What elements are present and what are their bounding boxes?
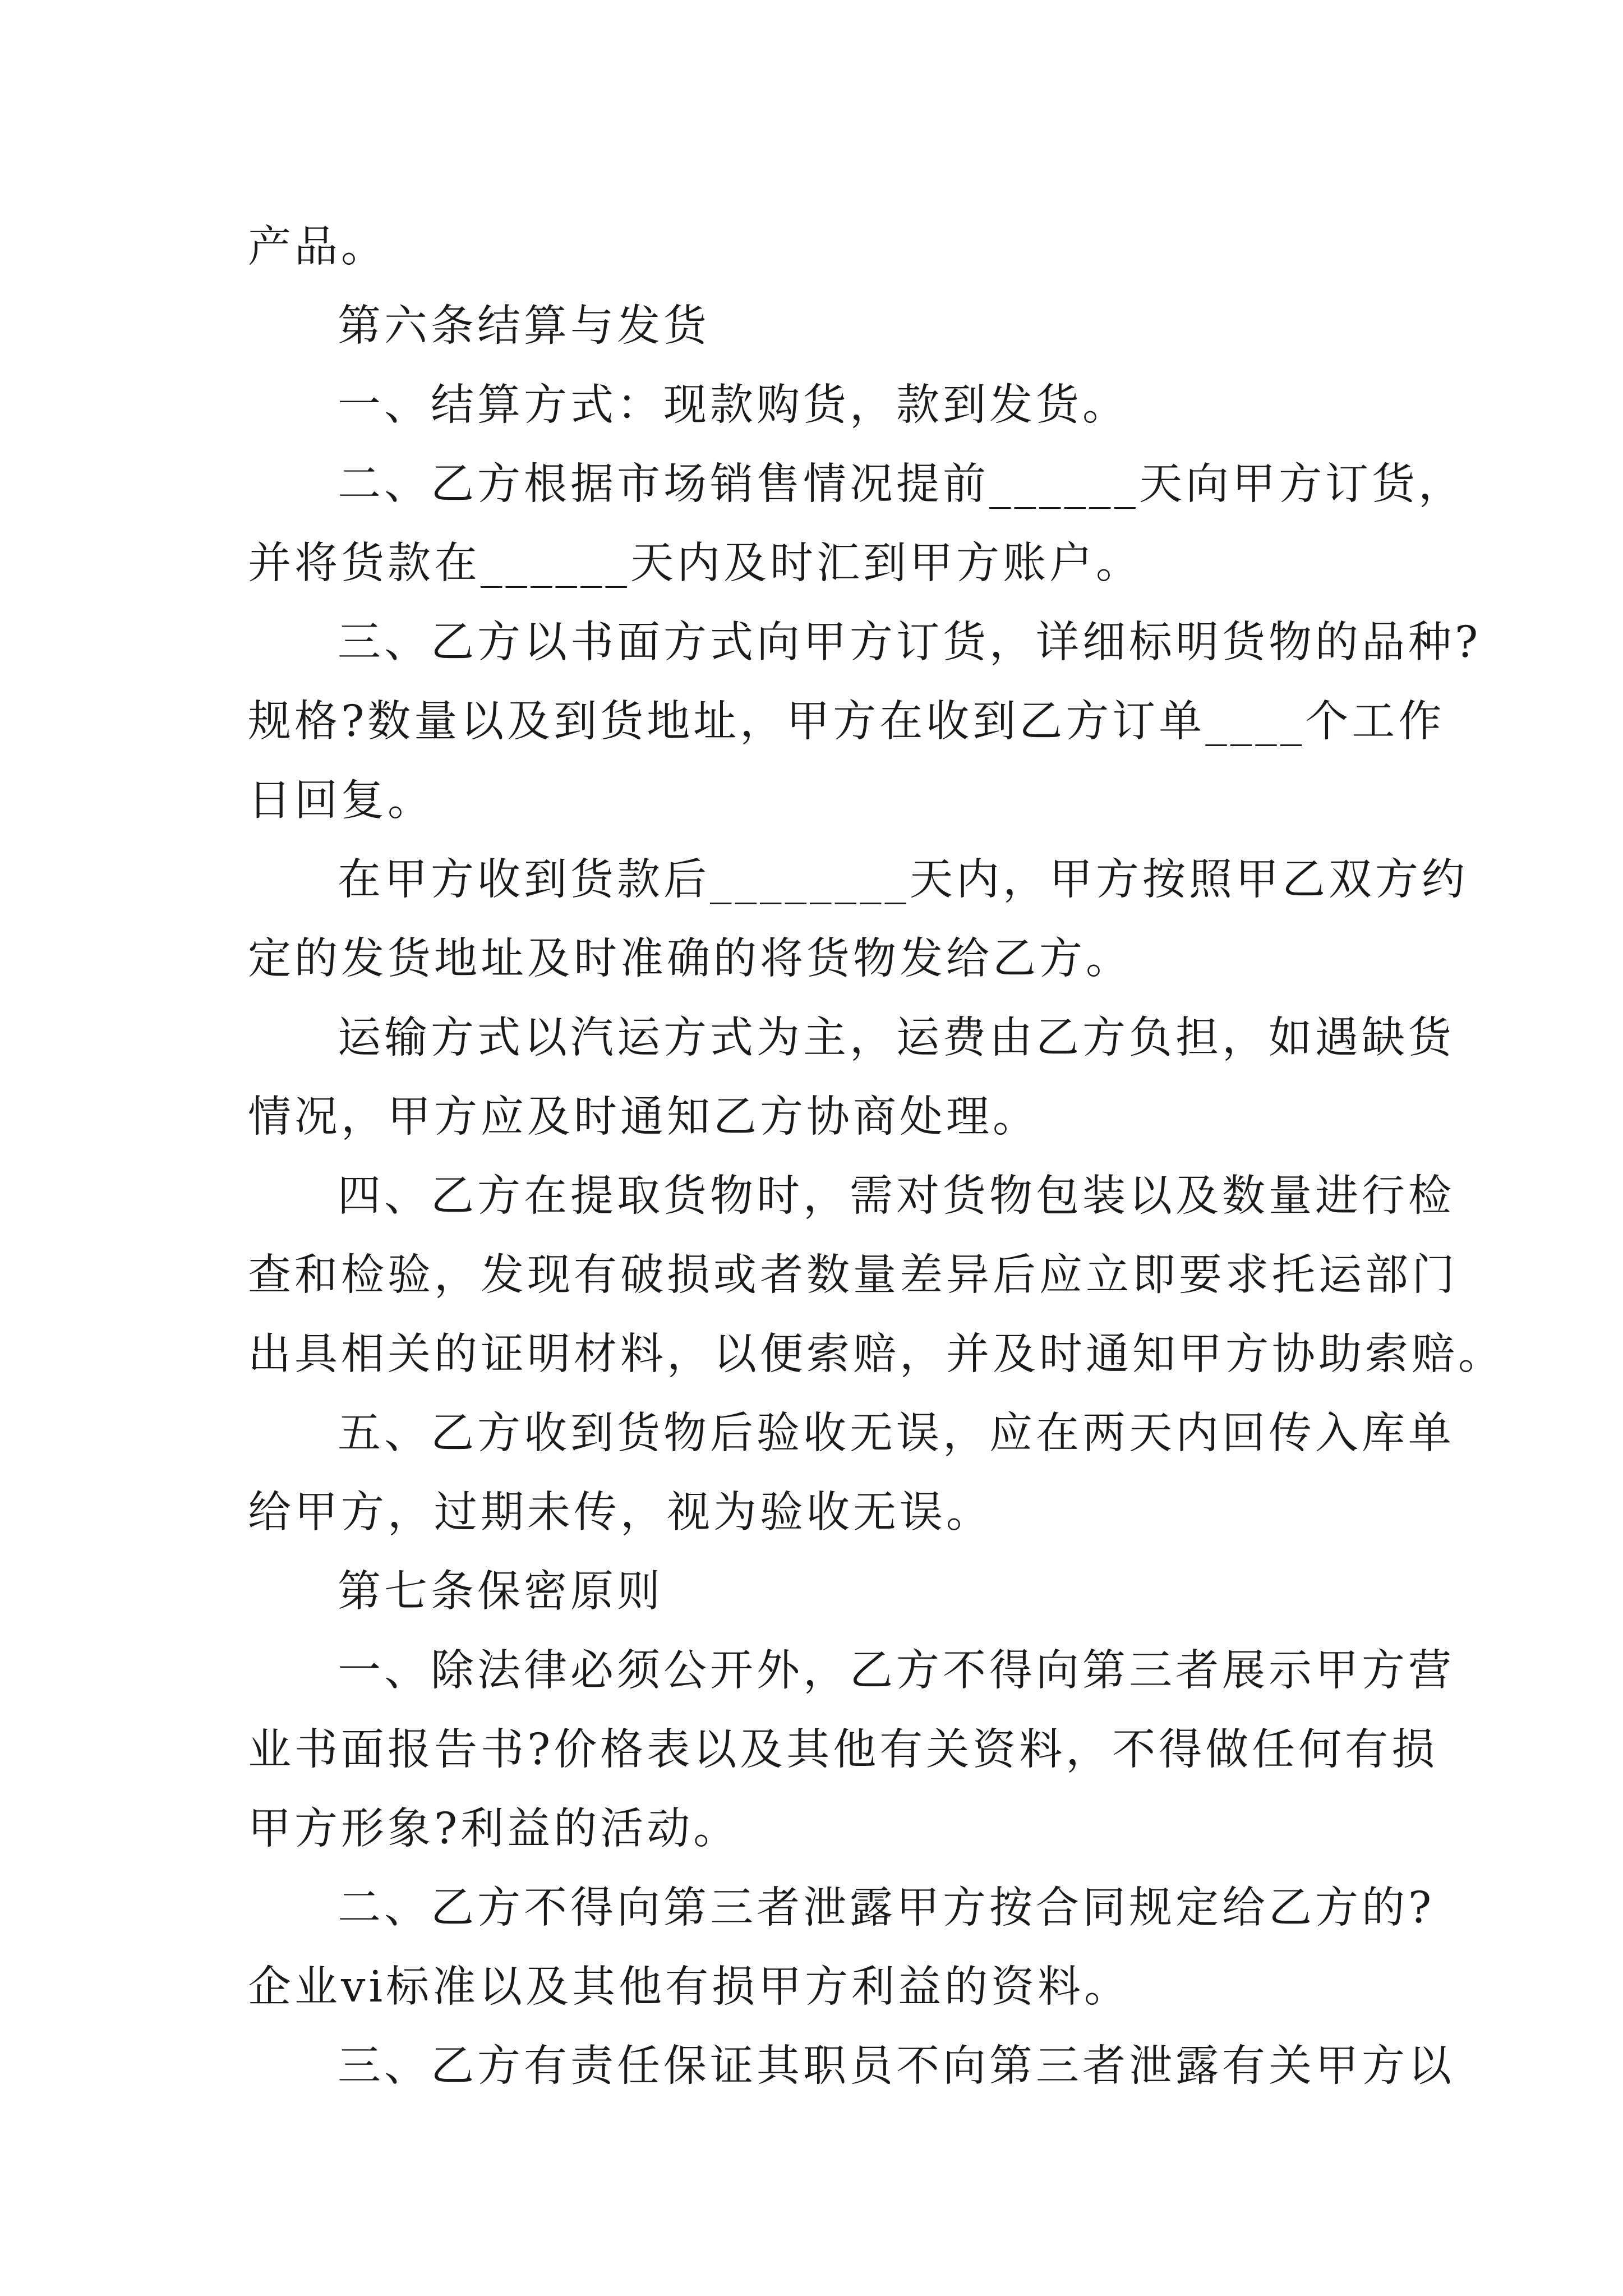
text-line: 出具相关的证明材料，以便索赔，并及时通知甲方协助索赔。 [248, 1329, 1505, 1379]
text-line: 二、乙方不得向第三者泄露甲方按合同规定给乙方的? [338, 1883, 1435, 1933]
text-line: 在甲方收到货款后________天内，甲方按照甲乙双方约 [338, 855, 1468, 905]
text-line: 定的发货地址及时准确的将货物发给乙方。 [248, 934, 1132, 984]
text-line: 运输方式以汽运方式为主，运费由乙方负担，如遇缺货 [338, 1013, 1455, 1063]
text-line: 一、结算方式：现款购货，款到发货。 [338, 380, 1129, 430]
text-line: 二、乙方根据市场销售情况提前______天向甲方订货， [338, 459, 1465, 509]
text-line: 一、除法律必须公开外，乙方不得向第三者展示甲方营 [338, 1646, 1455, 1696]
text-line: 三、乙方有责任保证其职员不向第三者泄露有关甲方以 [338, 2041, 1455, 2091]
text-line: 产品。 [248, 222, 388, 272]
text-line: 三、乙方以书面方式向甲方订货，详细标明货物的品种? [338, 618, 1482, 668]
text-line: 查和检验，发现有破损或者数量差异后应立即要求托运部门 [248, 1250, 1458, 1300]
text-line: 日回复。 [248, 776, 434, 826]
text-line: 企业vi标准以及其他有损甲方利益的资料。 [248, 1962, 1131, 2012]
text-line: 并将货款在______天内及时汇到甲方账户。 [248, 539, 1142, 588]
text-line: 五、乙方收到货物后验收无误，应在两天内回传入库单 [338, 1409, 1455, 1458]
section-heading-settlement: 第六条结算与发货 [338, 301, 710, 351]
text-line: 四、乙方在提取货物时，需对货物包装以及数量进行检 [338, 1171, 1455, 1221]
text-line: 情况，甲方应及时通知乙方协商处理。 [248, 1092, 1039, 1142]
text-line: 给甲方，过期未传，视为验收无误。 [248, 1488, 993, 1538]
document-body [248, 208, 1505, 2106]
text-line: 业书面报告书?价格表以及其他有关资料，不得做任何有损 [248, 1725, 1438, 1775]
section-heading-confidentiality: 第七条保密原则 [338, 1567, 663, 1617]
text-line: 甲方形象?利益的活动。 [248, 1804, 740, 1854]
text-line: 规格?数量以及到货地址，甲方在收到乙方订单____个工作 [248, 697, 1445, 747]
